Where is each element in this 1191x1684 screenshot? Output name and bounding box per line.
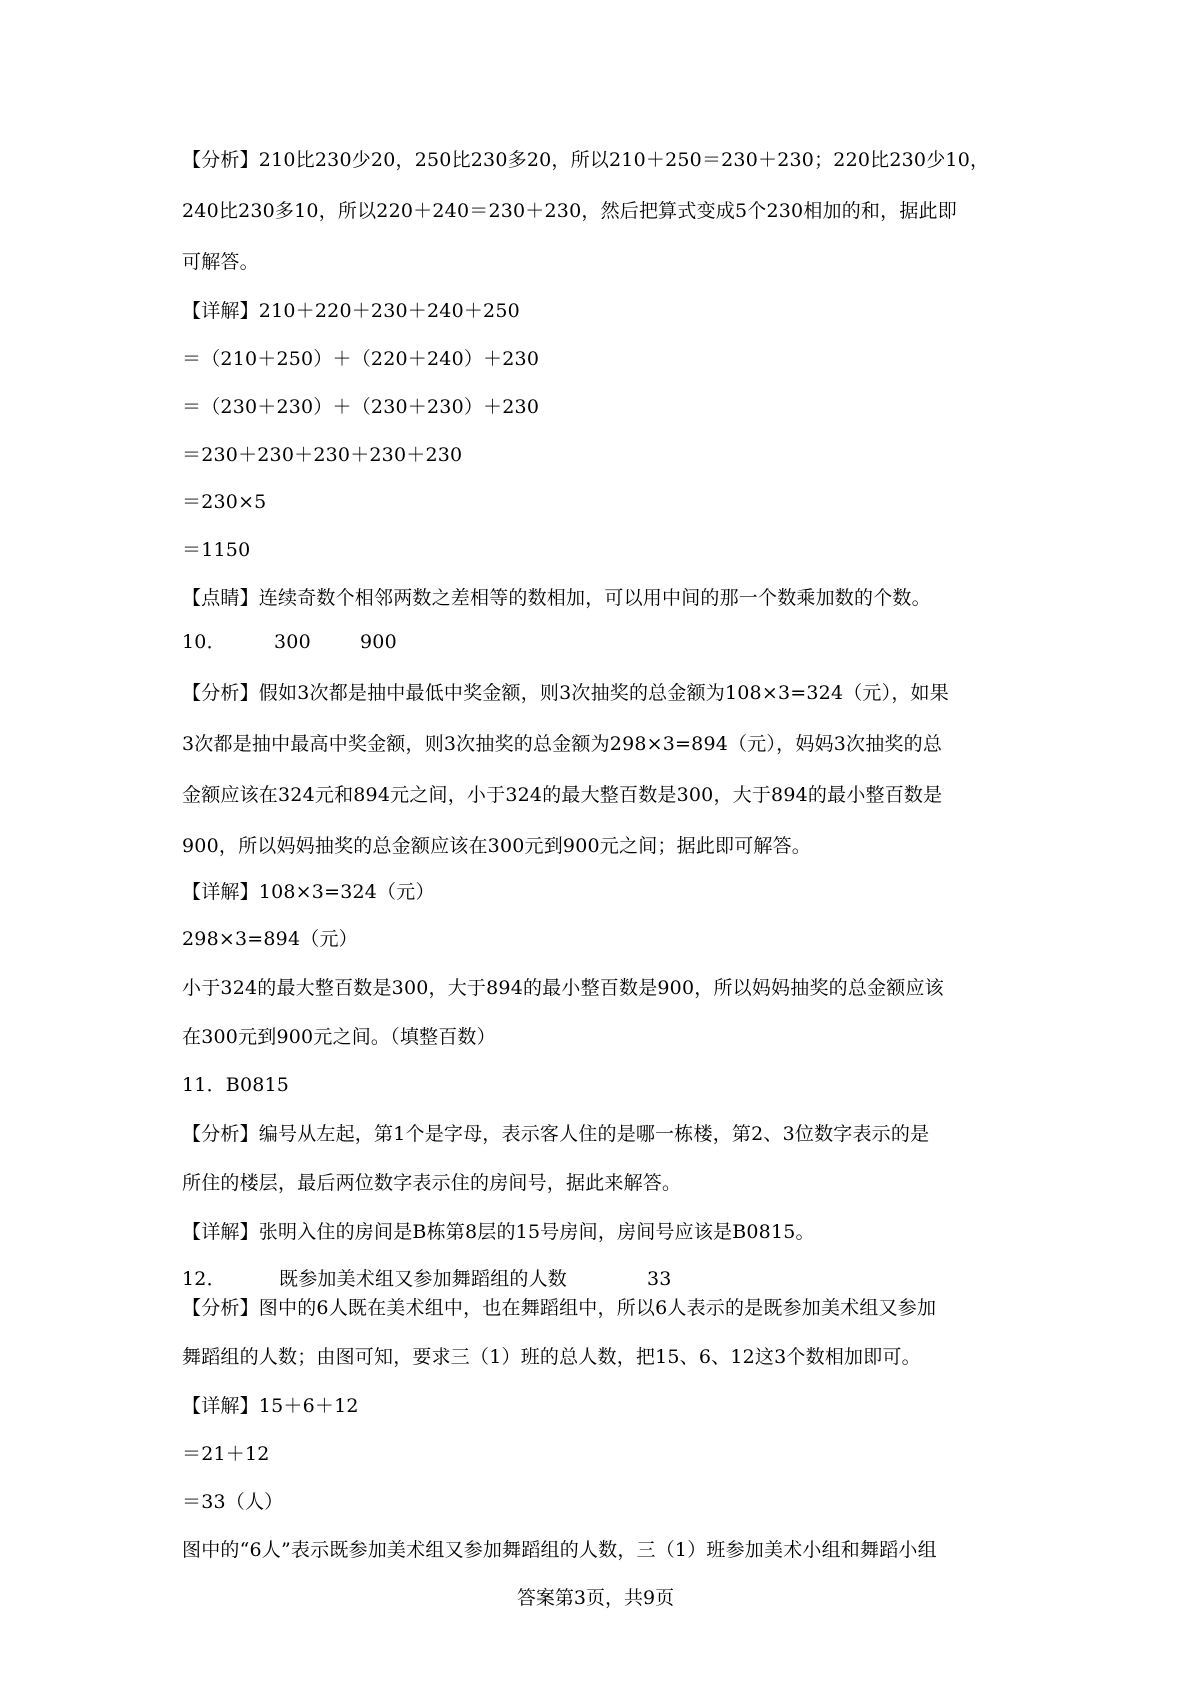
text-line: ＝33（人） xyxy=(182,1491,284,1513)
text-line: ＝（210＋250）＋（220＋240）＋230 xyxy=(182,348,540,370)
text-line: 900，所以妈妈抽奖的总金额应该在300元到900元之间；据此即可解答。 xyxy=(182,835,811,857)
text-line: 【分析】假如3次都是抽中最低中奖金额，则3次抽奖的总金额为108×3=324（元），如果 xyxy=(182,682,949,704)
text-line: 298×3=894（元） xyxy=(182,928,358,950)
question-12-answer xyxy=(182,1267,672,1291)
text-line: ＝230＋230＋230＋230＋230 xyxy=(182,444,463,466)
text-line: 金额应该在324元和894元之间，小于324的最大整百数是300，大于894的最小整百数是 xyxy=(182,784,943,806)
page-footer: 答案第3页，共9页 xyxy=(516,1587,675,1609)
answer-blank-1: 既参加美术组又参加舞蹈组的人数 xyxy=(279,1268,568,1290)
text-line: 【详解】张明入住的房间是B栋第8层的15号房间，房间号应该是B0815。 xyxy=(182,1221,815,1243)
text-line: 舞蹈组的人数；由图可知，要求三（1）班的总人数，把15、6、12这3个数相加即可。 xyxy=(182,1346,921,1368)
question-number: 12． xyxy=(182,1268,226,1290)
question-10-answer xyxy=(182,630,397,654)
text-line: ＝1150 xyxy=(182,539,251,561)
text-line: 【详解】210＋220＋230＋240＋250 xyxy=(182,300,520,322)
question-11-answer: 11．B0815 xyxy=(182,1074,290,1096)
text-line: 所住的楼层，最后两位数字表示住的房间号，据此来解答。 xyxy=(182,1172,682,1194)
text-line: ＝21＋12 xyxy=(182,1443,270,1465)
answer-blank-1: 300 xyxy=(274,631,311,653)
text-line: 小于324的最大整百数是300，大于894的最小整百数是900，所以妈妈抽奖的总金额应该 xyxy=(182,977,944,999)
text-line: ＝（230＋230）＋（230＋230）＋230 xyxy=(182,396,540,418)
text-line: 可解答。 xyxy=(182,251,259,273)
text-line: 【分析】210比230少20，250比230多20，所以210＋250＝230＋230；220比230少10， xyxy=(182,149,990,171)
text-line: 240比230多10，所以220＋240＝230＋230，然后把算式变成5个230相加的和，据此即 xyxy=(182,200,957,222)
text-line: ＝230×5 xyxy=(182,491,267,513)
text-line: 【分析】图中的6人既在美术组中，也在舞蹈组中，所以6人表示的是既参加美术组又参加 xyxy=(182,1297,937,1319)
question-number: 10． xyxy=(182,631,226,653)
text-line: 【点睛】连续奇数个相邻两数之差相等的数相加，可以用中间的那一个数乘加数的个数。 xyxy=(182,587,931,609)
answer-blank-2: 900 xyxy=(360,631,397,653)
text-line: 【详解】15＋6＋12 xyxy=(182,1395,359,1417)
answer-blank-2: 33 xyxy=(647,1268,672,1290)
text-line: 在300元到900元之间。（填整百数） xyxy=(182,1026,496,1048)
text-line: 【详解】108×3=324（元） xyxy=(182,881,435,903)
text-line: 【分析】编号从左起，第1个是字母，表示客人住的是哪一栋楼，第2、3位数字表示的是 xyxy=(182,1123,930,1145)
text-line: 3次都是抽中最高中奖金额，则3次抽奖的总金额为298×3=894（元），妈妈3次抽奖的总 xyxy=(182,733,943,755)
text-line: 图中的“6人”表示既参加美术组又参加舞蹈组的人数，三（1）班参加美术小组和舞蹈小组 xyxy=(182,1539,937,1561)
